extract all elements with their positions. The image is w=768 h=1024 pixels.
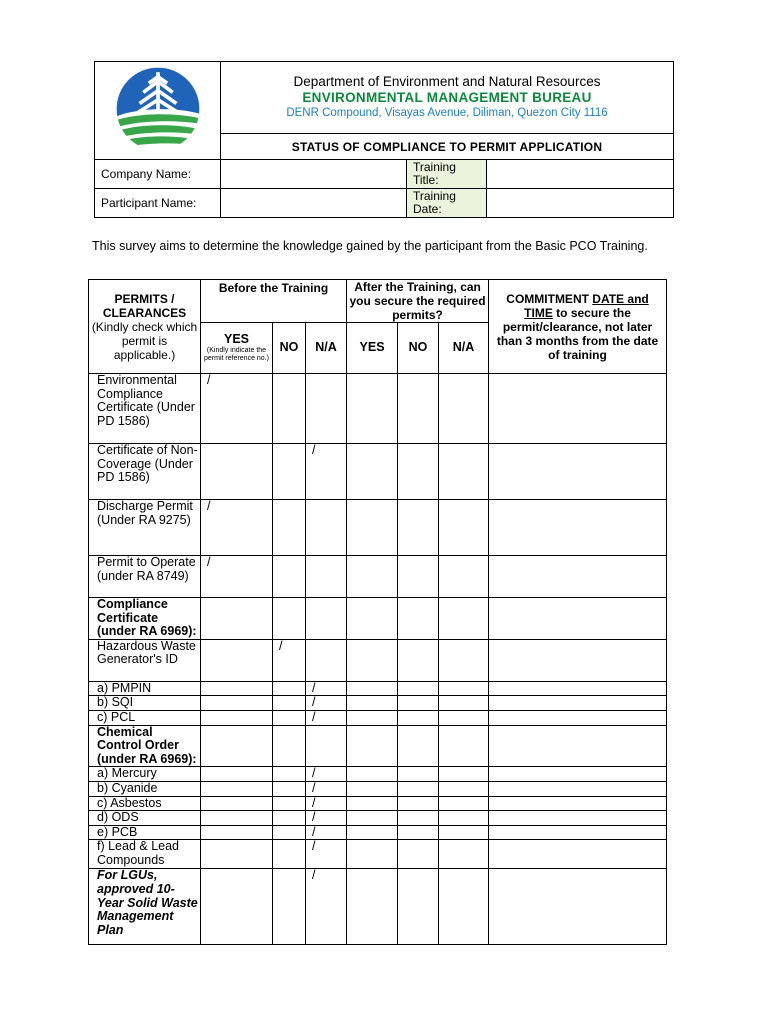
table-row (89, 840, 667, 869)
table-row (89, 767, 667, 782)
response-cell[interactable] (439, 811, 489, 826)
response-cell[interactable] (201, 681, 273, 696)
form-title: STATUS OF COMPLIANCE TO PERMIT APPLICATION (221, 134, 674, 160)
response-cell[interactable] (489, 696, 667, 711)
permit-label: Compliance Certificate (under RA 6969): (89, 598, 201, 640)
response-cell[interactable] (439, 681, 489, 696)
response-cell[interactable]: / (306, 840, 347, 869)
response-cell[interactable]: / (306, 767, 347, 782)
response-cell[interactable] (398, 639, 439, 681)
response-cell[interactable] (273, 840, 306, 869)
response-cell[interactable] (439, 444, 489, 500)
permit-label: Discharge Permit (Under RA 9275) (89, 500, 201, 556)
department-name: Department of Environment and Natural Resources (293, 74, 601, 89)
response-cell[interactable] (347, 710, 398, 725)
response-cell[interactable] (398, 840, 439, 869)
response-cell[interactable] (347, 811, 398, 826)
commitment-header: COMMITMENT DATE and TIME to secure the permit/clearance, not later than 3 months from the date of training (489, 280, 667, 374)
response-cell[interactable] (398, 598, 439, 640)
response-cell[interactable]: / (306, 681, 347, 696)
response-cell[interactable]: / (306, 796, 347, 811)
survey-intro: This survey aims to determine the knowledge gained by the participant from the Basic PCO Training. (92, 239, 648, 253)
response-cell[interactable] (347, 639, 398, 681)
response-cell[interactable] (201, 767, 273, 782)
table-row (89, 710, 667, 725)
response-cell[interactable] (398, 825, 439, 840)
response-cell[interactable] (439, 825, 489, 840)
response-cell[interactable] (201, 825, 273, 840)
permit-label: For LGUs, approved 10-Year Solid Waste Management Plan (89, 869, 201, 945)
before-na-header: N/A (306, 323, 347, 374)
response-cell[interactable] (347, 444, 398, 500)
training-title-field[interactable] (487, 160, 674, 189)
response-cell[interactable] (347, 556, 398, 598)
response-cell[interactable] (201, 696, 273, 711)
response-cell[interactable] (201, 811, 273, 826)
permit-label: Certificate of Non-Coverage (Under PD 1586) (89, 444, 201, 500)
response-cell[interactable] (273, 725, 306, 767)
response-cell[interactable] (306, 639, 347, 681)
after-yes-header: YES (347, 323, 398, 374)
response-cell[interactable] (273, 811, 306, 826)
training-title-label: Training Title: (407, 160, 487, 189)
table-row (89, 681, 667, 696)
response-cell[interactable]: / (306, 869, 347, 945)
response-cell[interactable] (398, 710, 439, 725)
response-cell[interactable] (398, 869, 439, 945)
response-cell[interactable] (201, 598, 273, 640)
response-cell[interactable] (398, 681, 439, 696)
response-cell[interactable] (306, 500, 347, 556)
response-cell[interactable] (201, 639, 273, 681)
response-cell[interactable] (273, 696, 306, 711)
response-cell[interactable] (439, 725, 489, 767)
response-cell[interactable] (347, 500, 398, 556)
response-cell[interactable]: / (201, 500, 273, 556)
response-cell[interactable] (347, 681, 398, 696)
response-cell[interactable] (489, 556, 667, 598)
response-cell[interactable]: / (306, 811, 347, 826)
table-row (89, 500, 667, 556)
response-cell[interactable]: / (201, 556, 273, 598)
response-cell[interactable] (347, 840, 398, 869)
table-row (89, 639, 667, 681)
after-na-header: N/A (439, 323, 489, 374)
table-row (89, 869, 667, 945)
response-cell[interactable] (439, 710, 489, 725)
response-cell[interactable] (489, 681, 667, 696)
response-cell[interactable] (489, 710, 667, 725)
permit-label: c) PCL (89, 710, 201, 725)
permit-label: a) PMPIN (89, 681, 201, 696)
company-name-label: Company Name: (95, 160, 221, 189)
response-cell[interactable] (489, 725, 667, 767)
response-cell[interactable] (306, 598, 347, 640)
response-cell[interactable] (489, 840, 667, 869)
training-date-field[interactable] (487, 189, 674, 218)
response-cell[interactable] (273, 444, 306, 500)
response-cell[interactable] (273, 796, 306, 811)
response-cell[interactable] (306, 374, 347, 444)
response-cell[interactable]: / (306, 444, 347, 500)
response-cell[interactable] (347, 598, 398, 640)
table-row (89, 825, 667, 840)
response-cell[interactable] (489, 500, 667, 556)
table-row (89, 556, 667, 598)
table-row (89, 725, 667, 767)
participant-name-field[interactable] (221, 189, 407, 218)
response-cell[interactable] (439, 639, 489, 681)
response-cell[interactable] (273, 681, 306, 696)
response-cell[interactable] (489, 639, 667, 681)
response-cell[interactable] (489, 781, 667, 796)
table-row (89, 374, 667, 444)
response-cell[interactable] (273, 781, 306, 796)
response-cell[interactable] (398, 696, 439, 711)
response-cell[interactable] (273, 598, 306, 640)
table-row (89, 696, 667, 711)
response-cell[interactable]: / (201, 374, 273, 444)
response-cell[interactable]: / (306, 781, 347, 796)
response-cell[interactable] (306, 725, 347, 767)
form-header (94, 61, 674, 217)
response-cell[interactable] (439, 374, 489, 444)
response-cell[interactable] (439, 781, 489, 796)
response-cell[interactable]: / (273, 639, 306, 681)
response-cell[interactable] (398, 444, 439, 500)
permit-label: d) ODS (89, 811, 201, 826)
response-cell[interactable] (398, 811, 439, 826)
before-training-header: Before the Training (201, 280, 347, 323)
response-cell[interactable] (273, 374, 306, 444)
response-cell[interactable] (273, 556, 306, 598)
response-cell[interactable] (273, 710, 306, 725)
response-cell[interactable] (439, 696, 489, 711)
table-row (89, 444, 667, 500)
response-cell[interactable] (398, 374, 439, 444)
response-cell[interactable]: / (306, 825, 347, 840)
response-cell[interactable] (201, 869, 273, 945)
response-cell[interactable] (347, 825, 398, 840)
permit-label: b) Cyanide (89, 781, 201, 796)
response-cell[interactable] (306, 556, 347, 598)
response-cell[interactable] (201, 840, 273, 869)
response-cell[interactable] (489, 796, 667, 811)
permits-header: PERMITS / CLEARANCES (Kindly check which permit is applicable.) (89, 280, 201, 374)
permit-label: b) SQI (89, 696, 201, 711)
participant-name-label: Participant Name: (95, 189, 221, 218)
response-cell[interactable] (489, 444, 667, 500)
response-cell[interactable] (439, 869, 489, 945)
permit-label: f) Lead & Lead Compounds (89, 840, 201, 869)
table-row (89, 598, 667, 640)
denr-logo-icon (112, 63, 204, 155)
response-cell[interactable] (489, 825, 667, 840)
response-cell[interactable] (398, 767, 439, 782)
permit-label: Chemical Control Order (under RA 6969): (89, 725, 201, 767)
response-cell[interactable] (201, 444, 273, 500)
response-cell[interactable] (439, 840, 489, 869)
response-cell[interactable] (489, 869, 667, 945)
response-cell[interactable] (489, 374, 667, 444)
response-cell[interactable] (201, 725, 273, 767)
permit-label: Environmental Compliance Certificate (Under PD 1586) (89, 374, 201, 444)
response-cell[interactable] (398, 725, 439, 767)
response-cell[interactable] (398, 796, 439, 811)
response-cell[interactable] (489, 811, 667, 826)
response-cell[interactable] (489, 598, 667, 640)
response-cell[interactable] (439, 796, 489, 811)
bureau-address: DENR Compound, Visayas Avenue, Diliman, Quezon City 1116 (286, 107, 608, 119)
response-cell[interactable] (347, 374, 398, 444)
response-cell[interactable] (439, 767, 489, 782)
permit-label: e) PCB (89, 825, 201, 840)
company-name-field[interactable] (221, 160, 407, 189)
table-row (89, 781, 667, 796)
response-cell[interactable] (439, 500, 489, 556)
before-no-header: NO (273, 323, 306, 374)
denr-logo (95, 62, 221, 160)
response-cell[interactable] (347, 869, 398, 945)
response-cell[interactable] (398, 781, 439, 796)
response-cell[interactable] (347, 725, 398, 767)
response-cell[interactable] (347, 796, 398, 811)
permit-label: Permit to Operate (under RA 8749) (89, 556, 201, 598)
table-row (89, 811, 667, 826)
response-cell[interactable] (439, 598, 489, 640)
response-cell[interactable] (398, 556, 439, 598)
permit-label: Hazardous Waste Generator's ID (89, 639, 201, 681)
response-cell[interactable]: / (306, 710, 347, 725)
response-cell[interactable] (489, 767, 667, 782)
after-training-header: After the Training, can you secure the required permits? (347, 280, 489, 323)
permit-label: c) Asbestos (89, 796, 201, 811)
compliance-table (88, 279, 667, 937)
table-row (89, 796, 667, 811)
permit-label: a) Mercury (89, 767, 201, 782)
response-cell[interactable] (273, 767, 306, 782)
response-cell[interactable]: / (306, 696, 347, 711)
response-cell[interactable] (398, 500, 439, 556)
bureau-name: ENVIRONMENTAL MANAGEMENT BUREAU (302, 90, 592, 105)
response-cell[interactable] (347, 696, 398, 711)
response-cell[interactable] (347, 781, 398, 796)
response-cell[interactable] (347, 767, 398, 782)
training-date-label: Training Date: (407, 189, 487, 218)
after-no-header: NO (398, 323, 439, 374)
response-cell[interactable] (273, 500, 306, 556)
response-cell[interactable] (273, 825, 306, 840)
response-cell[interactable] (201, 710, 273, 725)
before-yes-header: YES (Kindly indicate the permit reference no.) (201, 323, 273, 374)
response-cell[interactable] (201, 796, 273, 811)
response-cell[interactable] (201, 781, 273, 796)
response-cell[interactable] (273, 869, 306, 945)
response-cell[interactable] (439, 556, 489, 598)
